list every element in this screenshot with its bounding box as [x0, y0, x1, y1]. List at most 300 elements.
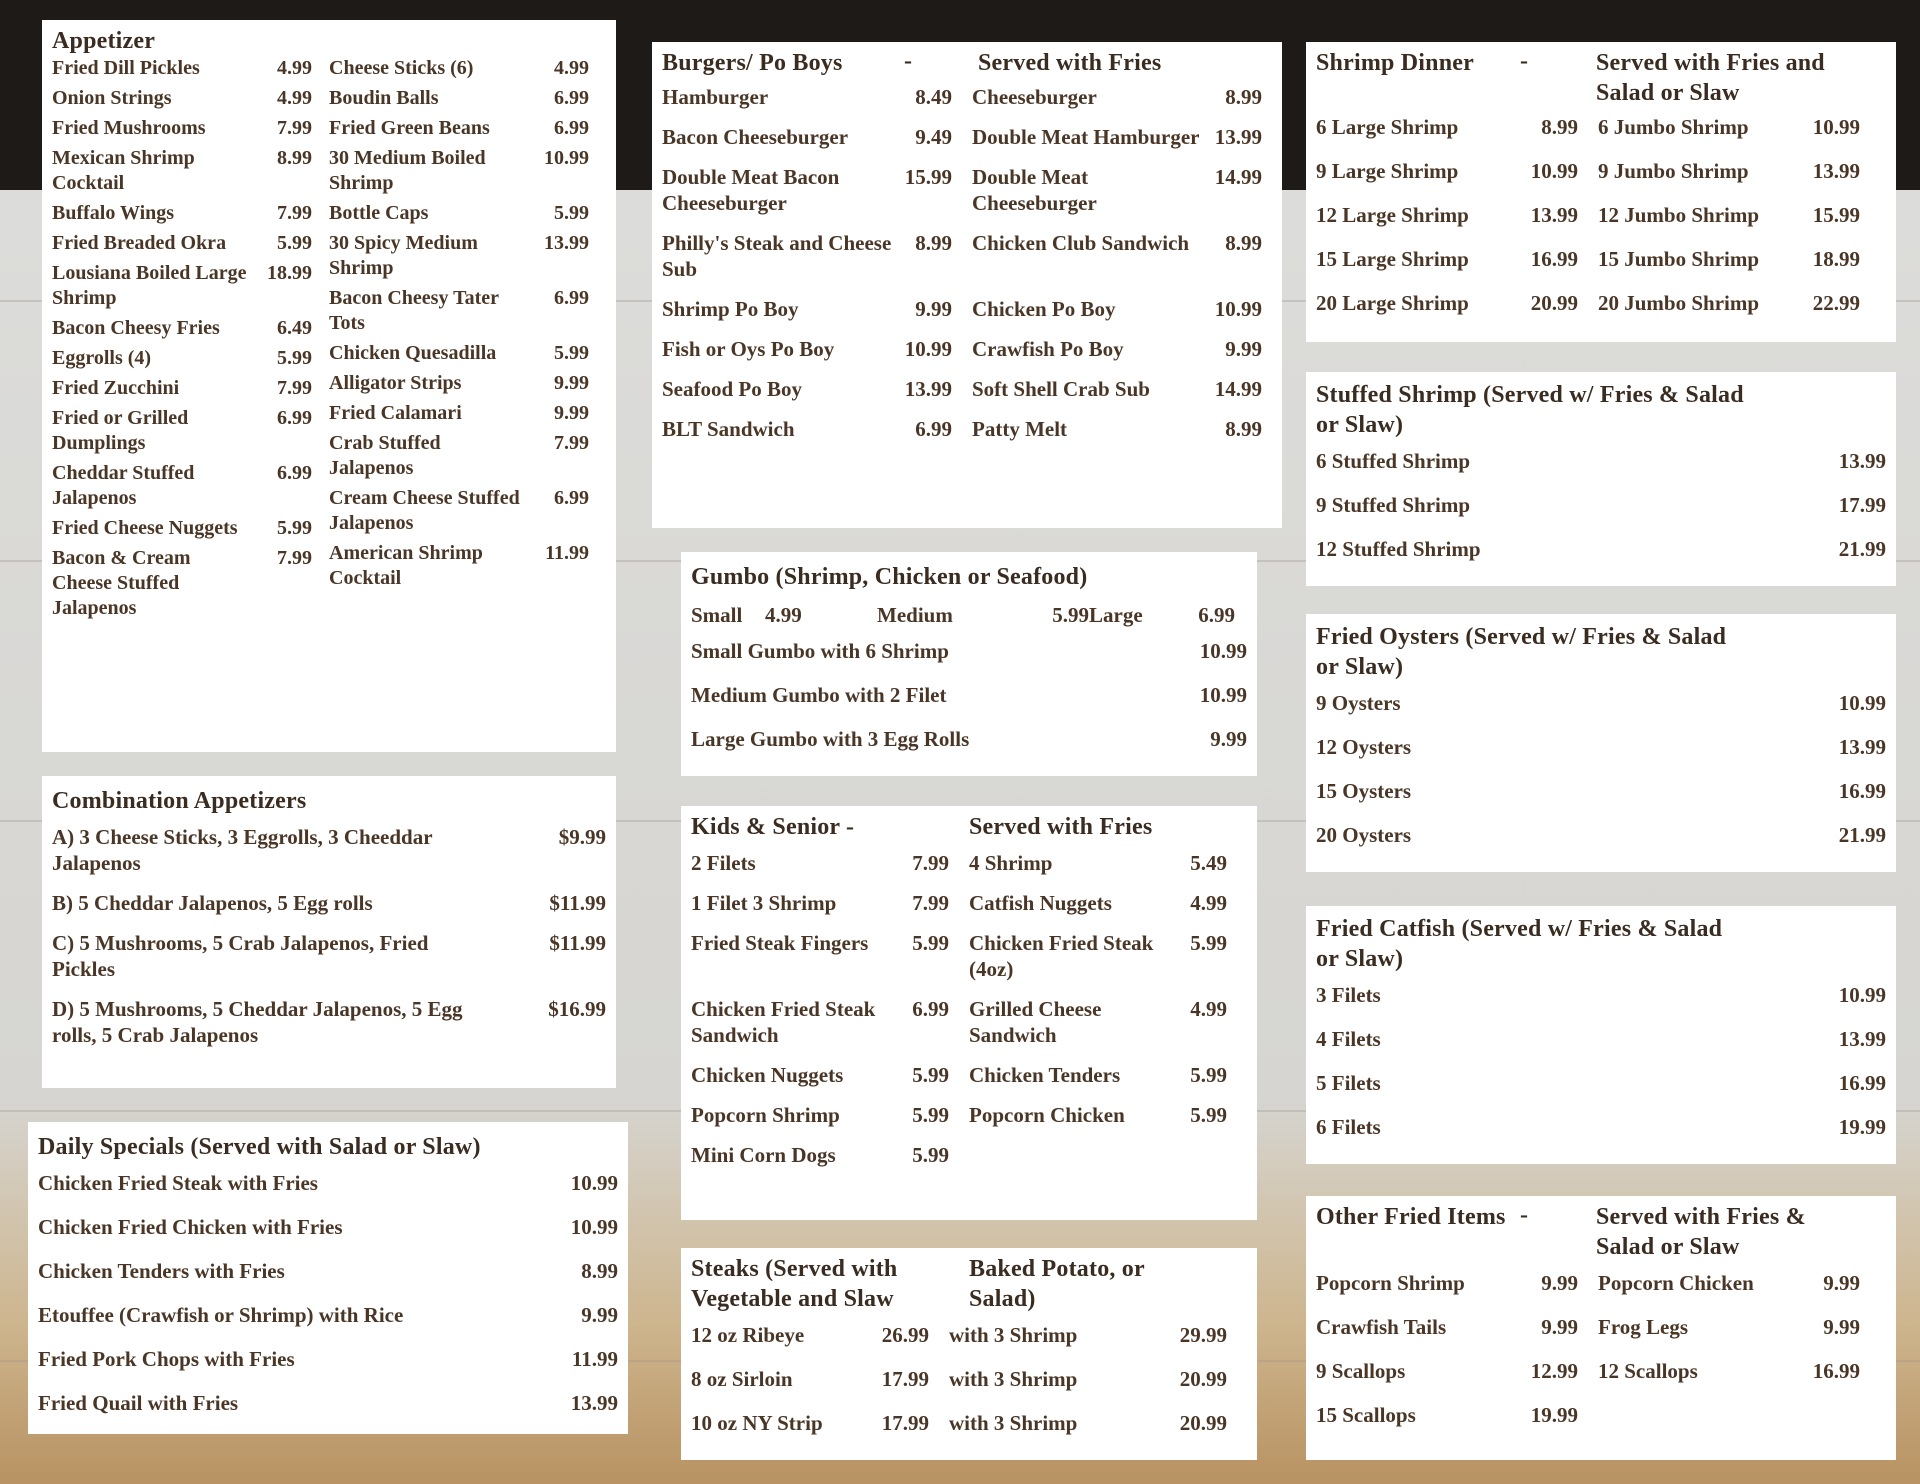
item-price: 19.99	[1838, 1115, 1886, 1139]
gumbo-sizes	[691, 602, 1247, 628]
item-price: 5.99	[912, 1143, 949, 1167]
item-name: Bacon Cheeseburger	[662, 125, 849, 149]
menu-item	[52, 824, 606, 876]
item-name: 12 Jumbo Shrimp	[1598, 203, 1760, 227]
menu-item	[38, 1170, 618, 1196]
item-price: 13.99	[544, 232, 589, 254]
menu-row	[691, 1062, 1247, 1088]
item-price: $11.99	[549, 891, 606, 915]
gumbo-size-price: 5.99	[1052, 603, 1089, 627]
item-name: Frog Legs	[1598, 1315, 1689, 1339]
oysters-list	[1316, 690, 1886, 848]
item-name: Cheese Sticks (6)	[329, 57, 474, 79]
menu-row	[1316, 1402, 1886, 1428]
item-name: 12 Stuffed Shrimp	[1316, 537, 1481, 561]
item-price: 4.99	[277, 57, 312, 79]
item-name: Fish or Oys Po Boy	[662, 337, 835, 361]
daily-list	[38, 1170, 618, 1416]
menu-row	[1316, 246, 1886, 272]
menu-row	[1316, 290, 1886, 316]
item-price: 13.99	[904, 377, 952, 401]
daily-panel	[28, 1122, 628, 1434]
item-name: Soft Shell Crab Sub	[972, 377, 1150, 401]
menu-item	[329, 86, 606, 111]
menu-item	[52, 546, 329, 621]
item-price: 14.99	[1214, 377, 1262, 401]
menu-item	[329, 56, 606, 81]
item-price: 8.99	[277, 147, 312, 169]
item-name: Crawfish Tails	[1316, 1315, 1447, 1339]
gumbo-list	[691, 638, 1247, 752]
item-price: 10.99	[570, 1215, 618, 1239]
item-name: Chicken Club Sandwich	[972, 231, 1190, 255]
item-name: Fried Breaded Okra	[52, 232, 227, 254]
menu-item	[52, 56, 329, 81]
shrimp-dinner-title: Shrimp Dinner	[1316, 50, 1474, 76]
item-name: 9 Large Shrimp	[1316, 159, 1459, 183]
item-name: 6 Jumbo Shrimp	[1598, 115, 1749, 139]
item-price: 16.99	[1530, 247, 1578, 271]
item-name: American Shrimp Cocktail	[329, 542, 483, 589]
catfish-list	[1316, 982, 1886, 1140]
item-name: Fried Steak Fingers	[691, 931, 869, 955]
menu-item	[329, 486, 606, 536]
item-price: 5.99	[1190, 931, 1227, 955]
item-name: Seafood Po Boy	[662, 377, 803, 401]
item-price: 5.99	[912, 931, 949, 955]
item-name: Crab Stuffed Jalapenos	[329, 432, 441, 479]
item-price: 16.99	[1838, 779, 1886, 803]
item-price: 8.99	[1541, 115, 1578, 139]
steak-row	[691, 1410, 1247, 1436]
item-name: 9 Stuffed Shrimp	[1316, 493, 1471, 517]
menu-item	[52, 231, 329, 256]
item-name: 12 Large Shrimp	[1316, 203, 1469, 227]
menu-row	[691, 850, 1247, 876]
item-price: 5.99	[277, 347, 312, 369]
menu-item	[52, 346, 329, 371]
steak-row	[691, 1322, 1247, 1348]
item-price: 9.99	[1541, 1271, 1578, 1295]
item-price: $9.99	[558, 825, 606, 849]
item-price: 8.99	[1225, 231, 1262, 255]
item-price: 13.99	[1530, 203, 1578, 227]
stuffed-panel	[1306, 372, 1896, 586]
menu-item	[329, 286, 606, 336]
oysters-panel	[1306, 614, 1896, 872]
item-name: 2 Filets	[691, 851, 756, 875]
item-price: 4.99	[554, 57, 589, 79]
steak-combo-price: 20.99	[1179, 1367, 1227, 1391]
item-price: 13.99	[1812, 159, 1860, 183]
menu-item	[52, 516, 329, 541]
item-price: 8.99	[1225, 85, 1262, 109]
item-name: Fried Quail with Fries	[38, 1391, 239, 1415]
other-title: Other Fried Items	[1316, 1204, 1506, 1230]
item-price: 16.99	[1838, 1071, 1886, 1095]
steak-combo: with 3 Shrimp	[949, 1367, 1078, 1391]
menu-row	[1316, 114, 1886, 140]
item-price: 9.99	[1225, 337, 1262, 361]
menu-item	[1316, 1026, 1886, 1052]
item-price: 6.99	[554, 117, 589, 139]
item-price: 18.99	[267, 262, 312, 284]
gumbo-title: Gumbo (Shrimp, Chicken or Seafood)	[691, 564, 1088, 590]
other-dash: -	[1520, 1202, 1528, 1228]
menu-row	[1316, 1314, 1886, 1340]
menu-row	[1316, 158, 1886, 184]
item-name: Bottle Caps	[329, 202, 429, 224]
menu-row	[662, 336, 1272, 362]
item-price: 6.99	[912, 997, 949, 1021]
item-name: 15 Large Shrimp	[1316, 247, 1469, 271]
item-name: A) 3 Cheese Sticks, 3 Eggrolls, 3 Cheeddar Jalapenos	[52, 825, 433, 875]
item-name: 15 Scallops	[1316, 1403, 1416, 1427]
steaks-title-a: Steaks (Served with Vegetable and Slaw	[691, 1256, 898, 1312]
item-name: 4 Filets	[1316, 1027, 1381, 1051]
menu-row	[662, 124, 1272, 150]
item-price: 7.99	[277, 202, 312, 224]
menu-item	[329, 146, 606, 196]
item-name: Small Gumbo with 6 Shrimp	[691, 639, 949, 663]
menu-item	[52, 316, 329, 341]
item-price: 4.99	[1190, 891, 1227, 915]
item-name: Fried Green Beans	[329, 117, 490, 139]
burgers-dash: -	[904, 48, 912, 74]
menu-item	[1316, 1070, 1886, 1096]
item-name: Chicken Fried Steak Sandwich	[691, 997, 876, 1047]
burgers-grid	[662, 84, 1272, 442]
menu-item	[329, 116, 606, 141]
item-price: 9.99	[1823, 1315, 1860, 1339]
item-name: Popcorn Chicken	[969, 1103, 1125, 1127]
menu-item	[52, 890, 606, 916]
item-price: 9.99	[554, 372, 589, 394]
other-grid	[1316, 1270, 1886, 1428]
menu-item	[1316, 982, 1886, 1008]
item-name: Chicken Nuggets	[691, 1063, 844, 1087]
menu-item	[52, 461, 329, 511]
menu-item	[329, 401, 606, 426]
menu-item	[52, 996, 606, 1048]
kids-grid	[691, 850, 1247, 1168]
stuffed-list	[1316, 448, 1886, 562]
item-name: Fried Pork Chops with Fries	[38, 1347, 295, 1371]
item-price: 8.99	[581, 1259, 618, 1283]
item-price: 17.99	[1838, 493, 1886, 517]
item-name: 12 Oysters	[1316, 735, 1412, 759]
item-name: Bacon Cheesy Fries	[52, 317, 220, 339]
item-price: 7.99	[554, 432, 589, 454]
item-price: 10.99	[1214, 297, 1262, 321]
item-name: Fried Cheese Nuggets	[52, 517, 238, 539]
item-price: 4.99	[277, 87, 312, 109]
item-name: Onion Strings	[52, 87, 172, 109]
steak-price: 26.99	[881, 1323, 929, 1347]
item-price: 6.99	[277, 462, 312, 484]
item-price: 7.99	[912, 891, 949, 915]
item-name: 20 Jumbo Shrimp	[1598, 291, 1760, 315]
item-name: Chicken Fried Steak with Fries	[38, 1171, 318, 1195]
item-price: 5.99	[554, 342, 589, 364]
item-price: 14.99	[1214, 165, 1262, 189]
item-price: 6.99	[554, 87, 589, 109]
item-price: 8.99	[1225, 417, 1262, 441]
steak-combo: with 3 Shrimp	[949, 1411, 1078, 1435]
item-price: 11.99	[571, 1347, 618, 1371]
item-price: 22.99	[1812, 291, 1860, 315]
item-name: 3 Filets	[1316, 983, 1381, 1007]
item-name: Chicken Fried Chicken with Fries	[38, 1215, 343, 1239]
item-price: 12.99	[1530, 1359, 1578, 1383]
item-price: 7.99	[912, 851, 949, 875]
menu-item	[52, 406, 329, 456]
menu-item	[691, 638, 1247, 664]
shrimp-dinner-grid	[1316, 114, 1886, 316]
item-price: 20.99	[1530, 291, 1578, 315]
menu-item	[691, 682, 1247, 708]
catfish-panel	[1306, 906, 1896, 1164]
steak-combo: with 3 Shrimp	[949, 1323, 1078, 1347]
item-name: 15 Jumbo Shrimp	[1598, 247, 1760, 271]
item-name: Double Meat Bacon Cheeseburger	[662, 165, 840, 215]
item-name: Double Meat Cheeseburger	[972, 165, 1097, 215]
menu-row	[1316, 202, 1886, 228]
item-name: Chicken Po Boy	[972, 297, 1116, 321]
item-price: 6.99	[277, 407, 312, 429]
menu-row	[691, 930, 1247, 982]
item-name: Hamburger	[662, 85, 769, 109]
item-price: 5.99	[1190, 1063, 1227, 1087]
catfish-title: Fried Catfish (Served w/ Fries & Salad or Slaw)	[1316, 916, 1723, 972]
menu-item	[329, 541, 606, 591]
item-price: 10.99	[1199, 683, 1247, 707]
menu-row	[662, 164, 1272, 216]
item-name: Cheeseburger	[972, 85, 1097, 109]
item-price: 9.99	[915, 297, 952, 321]
menu-item	[1316, 690, 1886, 716]
item-name: 9 Oysters	[1316, 691, 1401, 715]
item-name: Etouffee (Crawfish or Shrimp) with Rice	[38, 1303, 404, 1327]
menu-row	[1316, 1270, 1886, 1296]
menu-item	[38, 1346, 618, 1372]
item-price: 9.49	[915, 125, 952, 149]
burgers-title: Burgers/ Po Boys	[662, 50, 843, 76]
item-name: Chicken Fried Steak (4oz)	[969, 931, 1154, 981]
steak-name: 10 oz NY Strip	[691, 1411, 823, 1435]
item-name: Boudin Balls	[329, 87, 439, 109]
menu-row	[691, 996, 1247, 1048]
appetizer-panel	[42, 20, 616, 752]
item-name: Philly's Steak and Cheese Sub	[662, 231, 892, 281]
gumbo-size-name: Medium	[877, 603, 953, 627]
burgers-panel	[652, 42, 1282, 528]
item-price: 5.99	[554, 202, 589, 224]
item-name: Crawfish Po Boy	[972, 337, 1124, 361]
item-name: 6 Filets	[1316, 1115, 1381, 1139]
item-name: Bacon Cheesy Tater Tots	[329, 287, 499, 334]
item-name: Chicken Quesadilla	[329, 342, 497, 364]
menu-item	[1316, 822, 1886, 848]
gumbo-size-price: 6.99	[1198, 603, 1235, 627]
item-price: 5.99	[277, 232, 312, 254]
item-name: Cream Cheese Stuffed Jalapenos	[329, 487, 520, 534]
item-price: 5.99	[912, 1063, 949, 1087]
menu-item	[1316, 536, 1886, 562]
menu-item	[52, 201, 329, 226]
steak-row	[691, 1366, 1247, 1392]
item-name: 9 Scallops	[1316, 1359, 1406, 1383]
item-price: 13.99	[1838, 449, 1886, 473]
item-price: 10.99	[1838, 691, 1886, 715]
item-price: 21.99	[1838, 537, 1886, 561]
item-price: 6.49	[277, 317, 312, 339]
item-price: 10.99	[1812, 115, 1860, 139]
item-price: 9.99	[1210, 727, 1247, 751]
item-price: 6.99	[554, 287, 589, 309]
item-price: 10.99	[1838, 983, 1886, 1007]
menu-row	[691, 1142, 1247, 1168]
kids-panel	[681, 806, 1257, 1220]
item-price: 19.99	[1530, 1403, 1578, 1427]
item-price: 13.99	[1838, 1027, 1886, 1051]
item-name: 20 Oysters	[1316, 823, 1412, 847]
menu-row	[691, 890, 1247, 916]
shrimp-dinner-dash: -	[1520, 48, 1528, 74]
item-name: Popcorn Shrimp	[1316, 1271, 1465, 1295]
item-price: 13.99	[1838, 735, 1886, 759]
item-price: 13.99	[570, 1391, 618, 1415]
combo-list	[52, 824, 606, 1048]
item-name: Mexican Shrimp Cocktail	[52, 147, 195, 194]
appetizer-title: Appetizer	[52, 28, 156, 54]
item-name: Lousiana Boiled Large Shrimp	[52, 262, 247, 309]
menu-item	[38, 1302, 618, 1328]
item-name: Fried Dill Pickles	[52, 57, 200, 79]
item-name: 12 Scallops	[1598, 1359, 1698, 1383]
menu-row	[1316, 1358, 1886, 1384]
other-subtitle: Served with Fries & Salad or Slaw	[1596, 1204, 1806, 1260]
item-price: 15.99	[1812, 203, 1860, 227]
menu-item	[1316, 448, 1886, 474]
daily-title: Daily Specials (Served with Salad or Slaw)	[38, 1134, 481, 1160]
menu-item	[52, 376, 329, 401]
steak-combo-price: 29.99	[1179, 1323, 1227, 1347]
shrimp-dinner-panel	[1306, 42, 1896, 342]
menu-item	[329, 201, 606, 226]
menu-item	[329, 431, 606, 481]
item-price: 18.99	[1812, 247, 1860, 271]
menu-item	[691, 726, 1247, 752]
steaks-grid	[691, 1322, 1247, 1436]
menu-item	[329, 341, 606, 366]
item-name: B) 5 Cheddar Jalapenos, 5 Egg rolls	[52, 891, 373, 915]
menu-item	[1316, 778, 1886, 804]
gumbo-size-price: 4.99	[765, 603, 802, 627]
item-name: BLT Sandwich	[662, 417, 795, 441]
item-name: Alligator Strips	[329, 372, 462, 394]
gumbo-size-name: Small	[691, 603, 743, 627]
menu-row	[691, 1102, 1247, 1128]
steak-name: 12 oz Ribeye	[691, 1323, 805, 1347]
item-name: 1 Filet 3 Shrimp	[691, 891, 837, 915]
steak-price: 17.99	[881, 1367, 929, 1391]
item-price: 7.99	[277, 117, 312, 139]
item-name: Double Meat Hamburger	[972, 125, 1200, 149]
item-price: 9.99	[554, 402, 589, 424]
item-price: 4.99	[1190, 997, 1227, 1021]
menu-item	[52, 146, 329, 196]
item-price: 7.99	[277, 377, 312, 399]
item-price: 10.99	[1530, 159, 1578, 183]
item-name: 20 Large Shrimp	[1316, 291, 1469, 315]
item-price: 10.99	[904, 337, 952, 361]
menu-item	[38, 1214, 618, 1240]
combo-title: Combination Appetizers	[52, 788, 307, 814]
item-name: 5 Filets	[1316, 1071, 1381, 1095]
item-name: Medium Gumbo with 2 Filet	[691, 683, 947, 707]
menu-row	[662, 296, 1272, 322]
item-name: 30 Medium Boiled Shrimp	[329, 147, 486, 194]
item-name: 6 Stuffed Shrimp	[1316, 449, 1471, 473]
item-name: Fried or Grilled Dumplings	[52, 407, 189, 454]
item-price: $11.99	[549, 931, 606, 955]
item-name: Bacon & Cream Cheese Stuffed Jalapenos	[52, 547, 191, 619]
item-price: $16.99	[548, 997, 606, 1021]
item-price: 10.99	[544, 147, 589, 169]
menu-row	[662, 376, 1272, 402]
steaks-title-b: Baked Potato, or Salad)	[969, 1256, 1145, 1312]
item-price: 10.99	[1199, 639, 1247, 663]
item-name: C) 5 Mushrooms, 5 Crab Jalapenos, Fried Pickles	[52, 931, 429, 981]
item-name: Chicken Tenders	[969, 1063, 1121, 1087]
item-name: Popcorn Chicken	[1598, 1271, 1754, 1295]
item-name: Fried Mushrooms	[52, 117, 206, 139]
item-price: 5.99	[277, 517, 312, 539]
item-price: 9.99	[581, 1303, 618, 1327]
item-name: 6 Large Shrimp	[1316, 115, 1459, 139]
menu-item	[329, 231, 606, 281]
menu-item	[1316, 1114, 1886, 1140]
menu-item	[329, 371, 606, 396]
item-name: Eggrolls (4)	[52, 347, 152, 369]
item-price: 5.99	[1190, 1103, 1227, 1127]
menu-item	[1316, 734, 1886, 760]
item-name: D) 5 Mushrooms, 5 Cheddar Jalapenos, 5 Egg rolls, 5 Crab Jalapenos	[52, 997, 463, 1047]
shrimp-dinner-subtitle: Served with Fries and Salad or Slaw	[1596, 50, 1825, 106]
menu-item	[1316, 492, 1886, 518]
menu-item	[52, 116, 329, 141]
item-name: 15 Oysters	[1316, 779, 1412, 803]
steak-price: 17.99	[881, 1411, 929, 1435]
item-price: 5.49	[1190, 851, 1227, 875]
item-price: 13.99	[1214, 125, 1262, 149]
item-name: 30 Spicy Medium Shrimp	[329, 232, 478, 279]
steak-combo-price: 20.99	[1179, 1411, 1227, 1435]
item-name: Chicken Tenders with Fries	[38, 1259, 285, 1283]
item-price: 16.99	[1812, 1359, 1860, 1383]
other-panel	[1306, 1196, 1896, 1460]
item-price: 11.99	[545, 542, 589, 564]
appetizer-right-column	[329, 56, 606, 626]
kids-subtitle: Served with Fries	[969, 814, 1153, 840]
steaks-panel	[681, 1248, 1257, 1460]
item-name: Cheddar Stuffed Jalapenos	[52, 462, 195, 509]
menu-item	[52, 930, 606, 982]
menu-row	[662, 416, 1272, 442]
item-price: 21.99	[1838, 823, 1886, 847]
item-price: 6.99	[554, 487, 589, 509]
